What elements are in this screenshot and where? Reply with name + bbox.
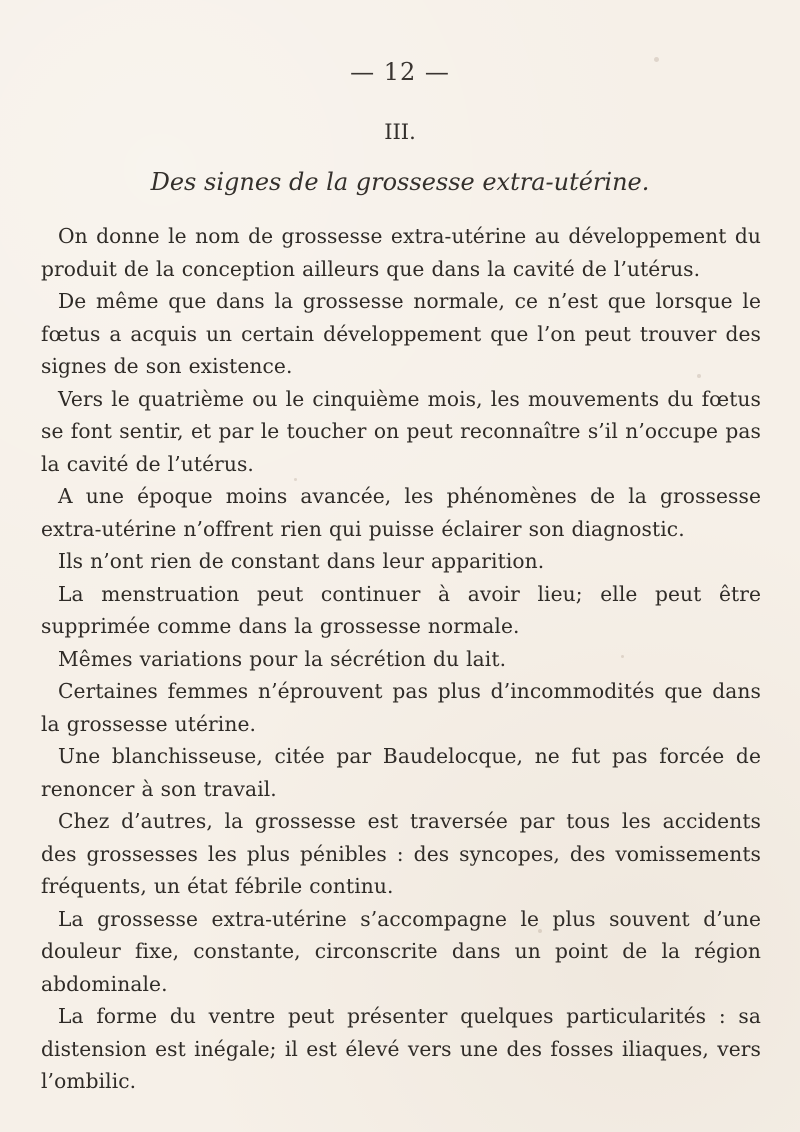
paragraph: La forme du ventre peut présenter quelques particularités : sa distension est inégale; il est élevé vers une des fosses iliaques, vers l’ombilic. (41, 1004, 761, 1093)
paragraph: La menstruation peut continuer à avoir lieu; elle peut être supprimée comme dans la grossesse normale. (41, 581, 761, 638)
page-number: — 12 — (350, 58, 450, 86)
paragraph: Mêmes variations pour la sécrétion du lait. (58, 646, 507, 671)
paragraph: Une blanchisseuse, citée par Baudelocque, ne fut pas forcée de renoncer à son travail. (41, 744, 761, 801)
paragraph: On donne le nom de grossesse extra-utérine au développement du produit de la conception ailleurs que dans la cavité de l’utérus. (41, 224, 761, 281)
paragraph: La grossesse extra-utérine s’accompagne le plus souvent d’une douleur fixe, constante, circonscrite dans un point de la région abdominale. (41, 906, 761, 996)
paragraph: A une époque moins avancée, les phénomènes de la grossesse extra-utérine n’offrent rien qui puisse éclairer son diagnostic. (41, 484, 761, 541)
body-text (41, 220, 761, 1098)
paragraph: Vers le quatrième ou le cinquième mois, les mouvements du fœtus se font sentir, et par le toucher on peut reconnaître s’il n’occupe pas la cavité de l’utérus. (41, 386, 761, 476)
section-number: III. (384, 120, 416, 144)
paragraph: Certaines femmes n’éprouvent pas plus d’incommodités que dans la grossesse utérine. (41, 679, 761, 736)
paragraph: De même que dans la grossesse normale, ce n’est que lorsque le fœtus a acquis un certain développement que l’on peut trouver des signes de son existence. (41, 289, 761, 378)
paragraph: Ils n’ont rien de constant dans leur apparition. (58, 549, 545, 573)
paragraph: Chez d’autres, la grossesse est traversée par tous les accidents des grossesses les plus pénibles : des syncopes, des vomissements fréquents, un état fébrile continu. (41, 809, 761, 898)
section-title: Des signes de la grossesse extra-utérine. (150, 168, 650, 196)
